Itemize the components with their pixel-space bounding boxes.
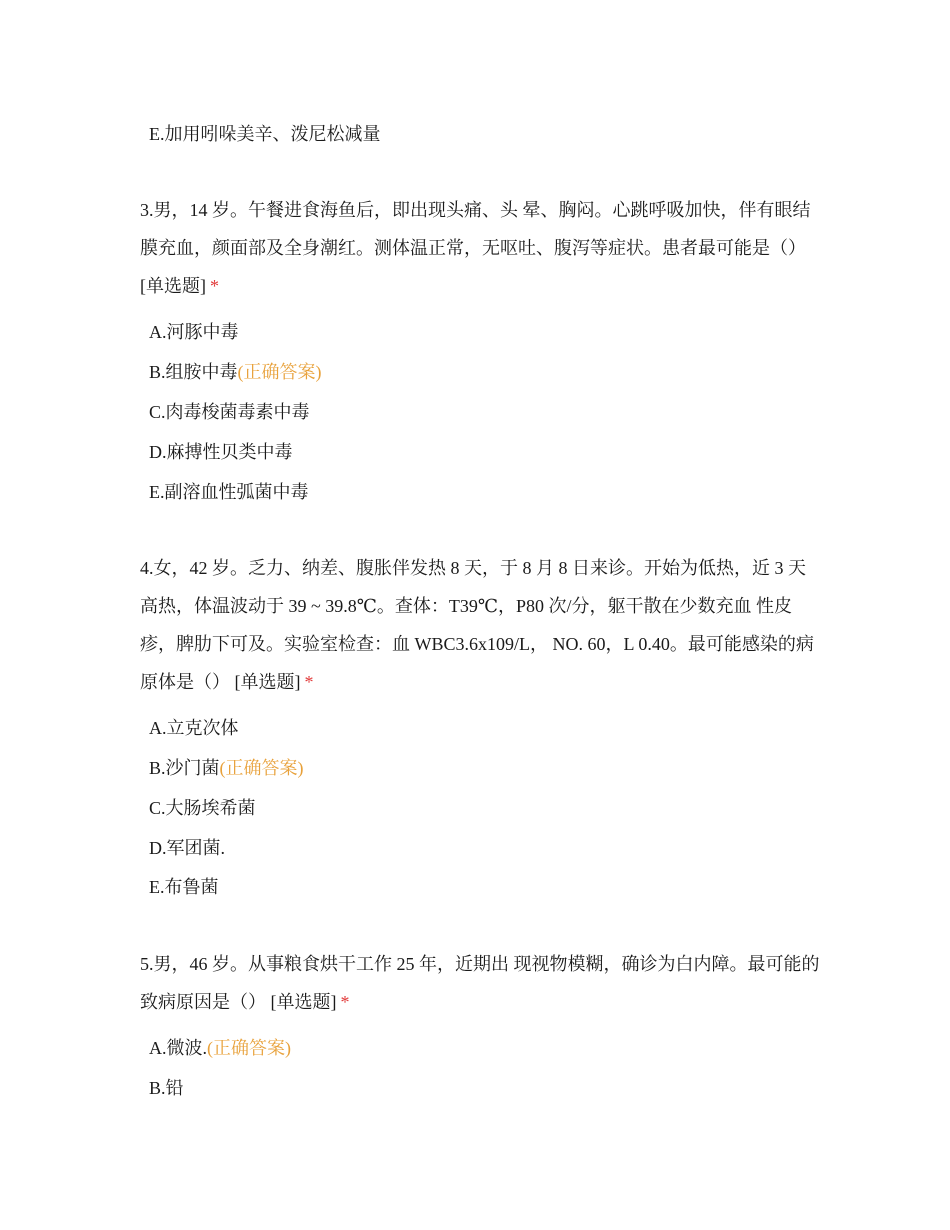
q3-option-d <box>149 440 293 464</box>
q4-option-d <box>149 836 225 860</box>
option-text: A.微波. <box>149 1038 207 1058</box>
option-text: D.麻搏性贝类中毒 <box>149 442 293 462</box>
question-5 <box>140 945 820 1021</box>
question-stem: 4.女，42 岁。乏力、纳差、腹胀伴发热 8 天，于 8 月 8 日来诊。开始为低热，近 3 天高热，体温波动于 39 ~ 39.8℃。查体：T39℃，P80 次/分，躯干散在少数充血 性皮疹，脾肋下可及。实验室检查：血 WBC3.6x109/L， NO. 60，L 0.40。最可能感染的病原体是（） [单选题] <box>140 558 814 692</box>
option-text: B.组胺中毒 <box>149 362 238 382</box>
option-text: A.河豚中毒 <box>149 322 239 342</box>
question-stem: 5.男，46 岁。从事粮食烘干工作 25 年，近期出 现视物模糊，确诊为白内障。最可能的致病原因是（） [单选题] <box>140 954 820 1012</box>
question-4 <box>140 549 820 701</box>
correct-answer-tag: (正确答案) <box>219 758 304 778</box>
option-text: E.布鲁菌 <box>149 877 219 897</box>
option-text: E.副溶血性弧菌中毒 <box>149 482 309 502</box>
option-text: A.立克次体 <box>149 718 239 738</box>
option-text: B.铅 <box>149 1078 184 1098</box>
q3-option-e <box>149 480 309 504</box>
q5-option-b <box>149 1076 184 1100</box>
q4-option-c <box>149 796 256 820</box>
required-mark: * <box>210 276 219 296</box>
question-3 <box>140 191 820 305</box>
option-text: D.军团菌. <box>149 838 225 858</box>
option-text: C.肉毒梭菌毒素中毒 <box>149 402 310 422</box>
correct-answer-tag: (正确答案) <box>207 1038 291 1058</box>
q4-option-b <box>149 756 304 780</box>
option-text: E.加用吲哚美辛、泼尼松减量 <box>149 124 381 144</box>
required-mark: * <box>340 992 350 1012</box>
option-e-prev <box>149 122 381 146</box>
q5-option-a <box>149 1036 291 1060</box>
correct-answer-tag: (正确答案) <box>237 362 322 382</box>
option-text: C.大肠埃希菌 <box>149 798 256 818</box>
q3-option-b <box>149 360 322 384</box>
required-mark: * <box>304 672 314 692</box>
option-text: B.沙门菌 <box>149 758 220 778</box>
q4-option-a <box>149 716 239 740</box>
question-stem: 3.男，14 岁。午餐进食海鱼后，即出现头痛、头 晕、胸闷。心跳呼吸加快，伴有眼结膜充血，颜面部及全身潮红。测体温正常，无呕吐、腹泻等症状。患者最可能是（） [单选题] <box>140 200 811 296</box>
q3-option-c <box>149 400 310 424</box>
q3-option-a <box>149 320 239 344</box>
q4-option-e <box>149 875 219 899</box>
